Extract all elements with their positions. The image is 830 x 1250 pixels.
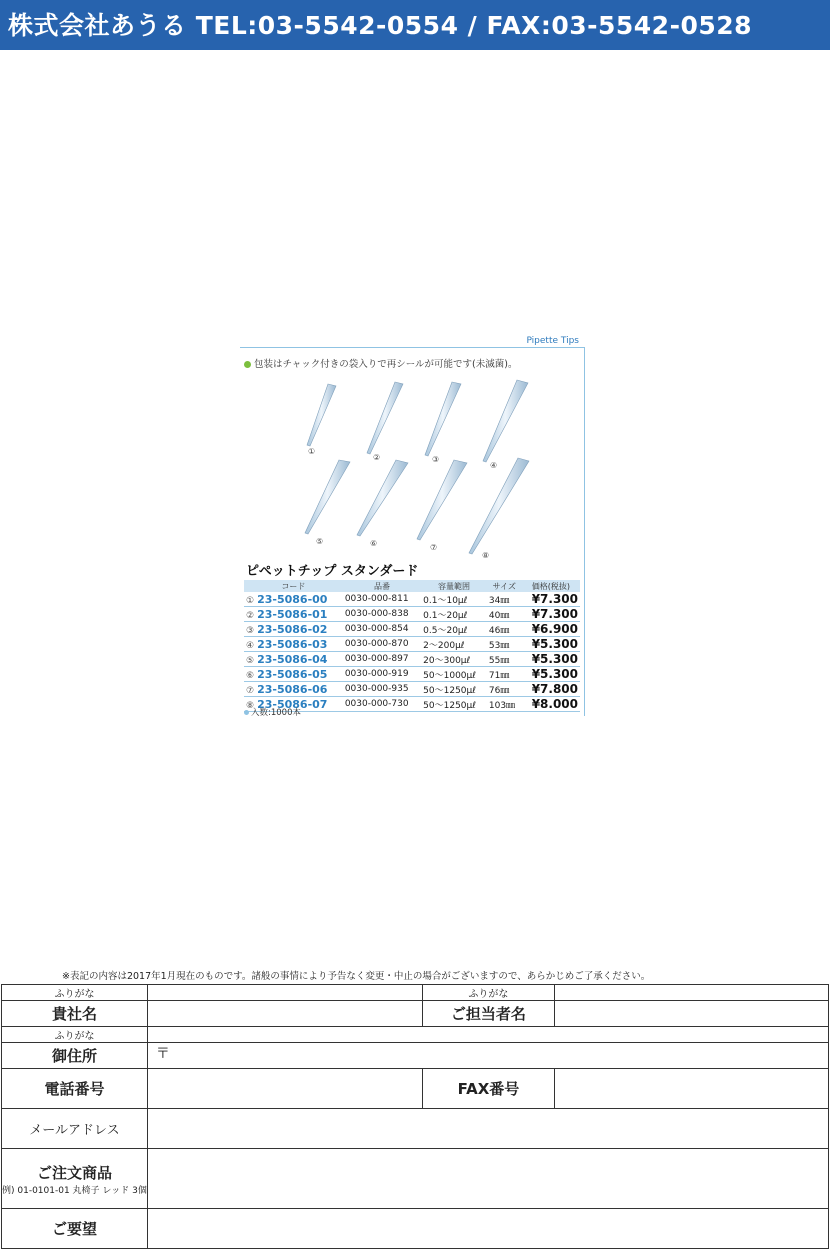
table-row — [244, 667, 580, 682]
price-cell: ¥5.300 — [522, 637, 580, 652]
phone-label: 電話番号 — [2, 1069, 148, 1109]
furigana-label: ふりがな — [2, 985, 148, 1001]
volume-cell: 20～300μℓ — [421, 652, 487, 667]
furigana-label: ふりがな — [2, 1027, 148, 1043]
address-field[interactable] — [147, 1043, 828, 1069]
company-furigana-field[interactable] — [147, 985, 422, 1001]
volume-cell: 50～1250μℓ — [421, 682, 487, 697]
part-cell: 0030-000-897 — [343, 652, 421, 667]
row-number: ③ — [246, 625, 255, 636]
part-cell: 0030-000-919 — [343, 667, 421, 682]
product-title: ピペットチップ スタンダード — [246, 564, 419, 579]
furigana-label: ふりがな — [423, 985, 555, 1001]
price-cell: ¥5.300 — [522, 652, 580, 667]
company-label: 貴社名 — [2, 1001, 148, 1027]
code-cell — [244, 607, 343, 622]
table-row — [244, 637, 580, 652]
tip-number-8: ⑧ — [482, 551, 490, 560]
code-cell — [244, 592, 343, 607]
table-row — [244, 592, 580, 607]
code-value: 23-5086-04 — [257, 652, 328, 666]
order-label-cell — [2, 1149, 148, 1209]
quantity-note — [244, 706, 301, 718]
volume-cell: 2～200μℓ — [421, 637, 487, 652]
quantity-text: 入数:1000本 — [251, 708, 301, 718]
code-value: 23-5086-07 — [257, 697, 328, 711]
tip-3 — [425, 382, 461, 456]
size-cell: 34㎜ — [487, 592, 522, 607]
size-cell: 76㎜ — [487, 682, 522, 697]
postal-mark: 〒 — [155, 1046, 170, 1062]
section-rule — [240, 347, 585, 348]
volume-cell: 0.1～10μℓ — [421, 592, 487, 607]
packaging-note — [244, 356, 517, 370]
bullet-icon — [244, 710, 249, 715]
section-label: Pipette Tips — [526, 336, 579, 346]
address-furigana-field[interactable] — [147, 1027, 828, 1043]
fax-field[interactable] — [554, 1069, 828, 1109]
column-code: コード — [244, 580, 343, 592]
packaging-note-text: 包装はチャック付きの袋入りで再シールが可能です(未滅菌)。 — [254, 359, 518, 370]
row-number: ⑤ — [246, 655, 255, 666]
price-cell: ¥7.800 — [522, 682, 580, 697]
code-cell — [244, 637, 343, 652]
disclaimer: ※表記の内容は2017年1月現在のものです。諸般の事情により予告なく変更・中止の場合がございますので、あらかじめご了承ください。 — [62, 971, 651, 982]
price-cell: ¥8.000 — [522, 697, 580, 712]
row-number: ⑧ — [246, 700, 255, 711]
order-example: 例) 01-0101-01 丸椅子 レッド 3個 — [2, 1185, 147, 1196]
tip-8 — [469, 458, 529, 554]
bullet-icon — [244, 361, 251, 368]
size-cell: 40㎜ — [487, 607, 522, 622]
size-cell: 103㎜ — [487, 697, 522, 712]
code-value: 23-5086-00 — [257, 592, 328, 606]
column-price: 価格(税抜) — [522, 580, 580, 592]
code-value: 23-5086-02 — [257, 622, 328, 636]
order-label: ご注文商品 — [36, 1163, 112, 1182]
size-cell: 53㎜ — [487, 637, 522, 652]
email-label: メールアドレス — [2, 1109, 148, 1149]
row-number: ② — [246, 610, 255, 621]
tip-6 — [357, 460, 408, 536]
tip-number-7: ⑦ — [430, 543, 438, 552]
row-number: ① — [246, 595, 255, 606]
tip-number-1: ① — [308, 447, 316, 456]
table-row — [244, 607, 580, 622]
code-value: 23-5086-06 — [257, 682, 328, 696]
part-cell: 0030-000-838 — [343, 607, 421, 622]
company-field[interactable] — [147, 1001, 422, 1027]
row-number: ⑥ — [246, 670, 255, 681]
address-label: 御住所 — [2, 1043, 148, 1069]
tip-2 — [367, 382, 403, 454]
volume-cell: 50～1250μℓ — [421, 697, 487, 712]
tip-number-5: ⑤ — [316, 537, 324, 546]
column-volume: 容量範囲 — [421, 580, 487, 592]
row-number: ④ — [246, 640, 255, 651]
tip-number-3: ③ — [432, 455, 440, 464]
header-bar — [0, 0, 830, 50]
row-number: ⑦ — [246, 685, 255, 696]
order-form — [1, 984, 829, 1249]
code-value: 23-5086-03 — [257, 637, 328, 651]
tip-7 — [417, 460, 467, 540]
email-field[interactable] — [147, 1109, 828, 1149]
code-cell — [244, 667, 343, 682]
request-label: ご要望 — [2, 1209, 148, 1249]
pipette-tips-illustration — [240, 374, 585, 564]
part-cell: 0030-000-811 — [343, 592, 421, 607]
volume-cell: 50～1000μℓ — [421, 667, 487, 682]
part-cell: 0030-000-935 — [343, 682, 421, 697]
part-cell: 0030-000-870 — [343, 637, 421, 652]
code-value: 23-5086-05 — [257, 667, 328, 681]
catalog-section — [240, 336, 585, 716]
part-cell: 0030-000-730 — [343, 697, 421, 712]
tip-5 — [305, 460, 350, 534]
code-cell — [244, 652, 343, 667]
table-row — [244, 652, 580, 667]
tip-number-4: ④ — [490, 461, 498, 470]
part-cell: 0030-000-854 — [343, 622, 421, 637]
header-contact: 株式会社あうる TEL:03-5542-0554 / FAX:03-5542-0528 — [8, 11, 753, 40]
product-table — [244, 580, 580, 712]
request-field[interactable] — [147, 1209, 828, 1249]
price-cell: ¥6.900 — [522, 622, 580, 637]
column-size: サイズ — [487, 580, 522, 592]
tip-1 — [307, 384, 336, 446]
code-cell — [244, 622, 343, 637]
column-part: 品番 — [343, 580, 421, 592]
contact-furigana-field[interactable] — [554, 985, 828, 1001]
tip-4 — [483, 380, 528, 462]
table-row — [244, 622, 580, 637]
price-cell: ¥5.300 — [522, 667, 580, 682]
volume-cell: 0.1～20μℓ — [421, 607, 487, 622]
tip-number-6: ⑥ — [370, 539, 378, 548]
contact-field[interactable] — [554, 1001, 828, 1027]
size-cell: 71㎜ — [487, 667, 522, 682]
tip-number-2: ② — [373, 453, 381, 462]
table-row — [244, 682, 580, 697]
size-cell: 46㎜ — [487, 622, 522, 637]
price-cell: ¥7.300 — [522, 592, 580, 607]
volume-cell: 0.5～20μℓ — [421, 622, 487, 637]
price-cell: ¥7.300 — [522, 607, 580, 622]
size-cell: 55㎜ — [487, 652, 522, 667]
fax-label: FAX番号 — [423, 1069, 555, 1109]
phone-field[interactable] — [147, 1069, 422, 1109]
code-value: 23-5086-01 — [257, 607, 328, 621]
contact-label: ご担当者名 — [423, 1001, 555, 1027]
order-field[interactable] — [147, 1149, 828, 1209]
code-cell — [244, 682, 343, 697]
